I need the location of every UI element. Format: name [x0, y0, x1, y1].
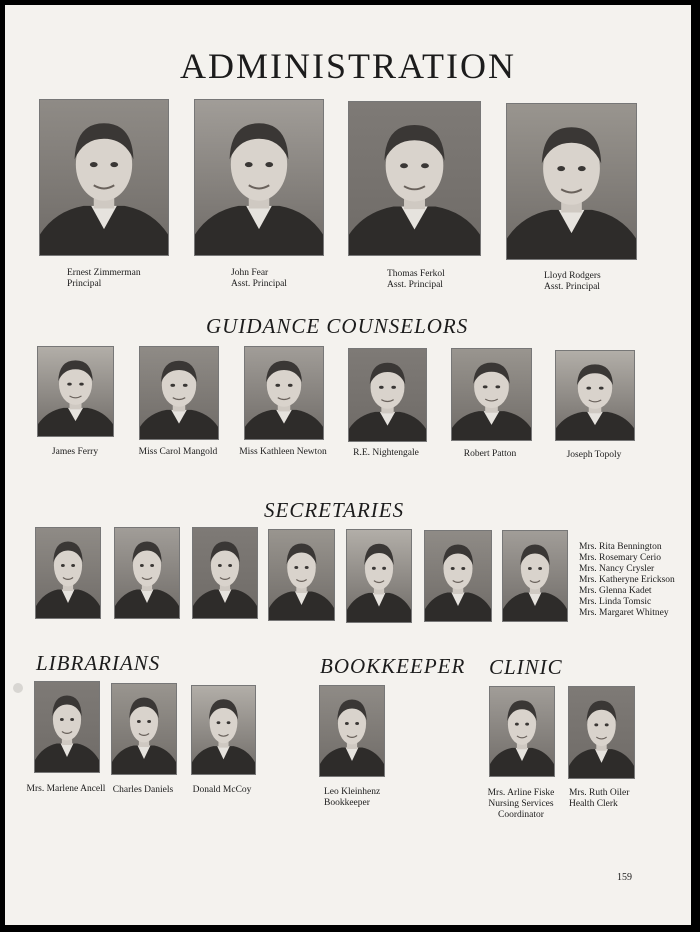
portrait-caption — [67, 268, 141, 290]
section-heading-secretaries: SECRETARIES — [264, 498, 405, 522]
person-role: Asst. Principal — [387, 280, 443, 290]
person-role: Coordinator — [498, 810, 544, 820]
page-title: ADMINISTRATION — [180, 46, 516, 86]
person-name: Lloyd Rodgers — [544, 271, 601, 281]
person-name: James Ferry — [51, 447, 99, 457]
portrait-photo — [39, 99, 169, 256]
portrait-silhouette — [192, 686, 255, 774]
list-item: Mrs. Nancy Crysler — [579, 564, 655, 574]
portrait-silhouette — [320, 686, 384, 776]
portrait-photo — [319, 685, 385, 777]
portrait-photo — [191, 685, 256, 775]
portrait-caption — [569, 788, 629, 810]
person-name: Mrs. Arline Fiske — [487, 788, 555, 798]
portrait-photo — [489, 686, 555, 777]
portrait-photo — [37, 346, 114, 437]
person-name: John Fear — [231, 268, 269, 278]
person-name: Mrs. Ruth Oiler — [569, 788, 630, 798]
portrait-photo — [194, 99, 324, 256]
list-item: Mrs. Glenna Kadet — [579, 586, 652, 596]
portrait-caption — [440, 449, 540, 460]
portrait-photo — [348, 101, 481, 256]
portrait-silhouette — [503, 531, 567, 621]
portrait-caption — [233, 447, 333, 458]
list-item: Mrs. Rosemary Cerio — [579, 553, 662, 563]
person-role: Asst. Principal — [231, 279, 287, 289]
portrait-photo — [555, 350, 635, 441]
list-item: Mrs. Katheryne Erickson — [579, 575, 675, 585]
portrait-silhouette — [349, 349, 426, 441]
portrait-caption — [25, 447, 125, 458]
portrait-silhouette — [112, 684, 176, 774]
person-name: Robert Patton — [463, 449, 517, 459]
portrait-silhouette — [38, 347, 113, 436]
portrait-caption — [231, 268, 287, 290]
person-name: Ernest Zimmerman — [67, 268, 141, 278]
person-role: Bookkeeper — [324, 798, 370, 808]
portrait-photo — [451, 348, 532, 441]
portrait-silhouette — [36, 528, 100, 618]
portrait-photo — [35, 527, 101, 619]
portrait-caption — [324, 787, 380, 809]
person-role: Health Clerk — [569, 799, 618, 809]
portrait-photo — [111, 683, 177, 775]
portrait-silhouette — [349, 102, 480, 255]
portrait-caption — [544, 450, 644, 461]
portrait-photo — [348, 348, 427, 442]
portrait-caption — [544, 271, 601, 293]
person-name: Mrs. Marlene Ancell — [26, 784, 106, 794]
portrait-silhouette — [140, 347, 218, 439]
portrait-silhouette — [245, 347, 323, 439]
portrait-photo — [192, 527, 258, 619]
portrait-silhouette — [193, 528, 257, 618]
portrait-silhouette — [115, 528, 179, 618]
portrait-silhouette — [507, 104, 636, 259]
section-heading-guidance: GUIDANCE COUNSELORS — [206, 314, 469, 338]
person-name: Donald McCoy — [192, 785, 252, 795]
person-name: Charles Daniels — [112, 785, 174, 795]
portrait-silhouette — [452, 349, 531, 440]
portrait-silhouette — [35, 682, 99, 772]
portrait-silhouette — [195, 100, 323, 255]
portrait-silhouette — [269, 530, 334, 620]
portrait-caption — [172, 785, 272, 796]
list-item: Mrs. Rita Bennington — [579, 542, 662, 552]
person-name: Leo Kleinhenz — [324, 787, 381, 797]
person-name: Miss Kathleen Newton — [239, 447, 327, 457]
portrait-photo — [506, 103, 637, 260]
portrait-caption — [128, 447, 228, 458]
portrait-photo — [346, 529, 412, 623]
list-item: Mrs. Linda Tomsic — [579, 597, 652, 607]
list-item: Mrs. Margaret Whitney — [579, 608, 669, 618]
person-name: Joseph Topoly — [566, 450, 622, 460]
section-heading-bookkeeper: BOOKKEEPER — [320, 654, 466, 678]
section-heading-clinic: CLINIC — [489, 655, 563, 679]
person-role: Principal — [67, 279, 102, 289]
portrait-photo — [568, 686, 635, 779]
person-role: Asst. Principal — [544, 282, 600, 292]
page-number: 159 — [617, 872, 632, 883]
person-name: R.E. Nightengale — [353, 448, 419, 458]
secretaries-name-list — [579, 542, 675, 619]
portrait-photo — [424, 530, 492, 622]
portrait-photo — [34, 681, 100, 773]
portrait-caption — [471, 788, 571, 821]
portrait-silhouette — [556, 351, 634, 440]
section-heading-librarians: LIBRARIANS — [36, 651, 161, 675]
portrait-silhouette — [347, 530, 411, 622]
portrait-caption — [336, 448, 436, 459]
portrait-photo — [139, 346, 219, 440]
portrait-caption — [387, 269, 445, 291]
portrait-photo — [244, 346, 324, 440]
print-blemish — [13, 683, 23, 693]
person-role: Nursing Services — [488, 799, 554, 809]
portrait-photo — [268, 529, 335, 621]
portrait-silhouette — [40, 100, 168, 255]
person-name: Miss Carol Mangold — [138, 447, 218, 457]
portrait-photo — [114, 527, 180, 619]
portrait-silhouette — [425, 531, 491, 621]
portrait-photo — [502, 530, 568, 622]
portrait-silhouette — [490, 687, 554, 776]
portrait-silhouette — [569, 687, 634, 778]
person-name: Thomas Ferkol — [387, 269, 445, 279]
yearbook-page — [5, 5, 691, 925]
